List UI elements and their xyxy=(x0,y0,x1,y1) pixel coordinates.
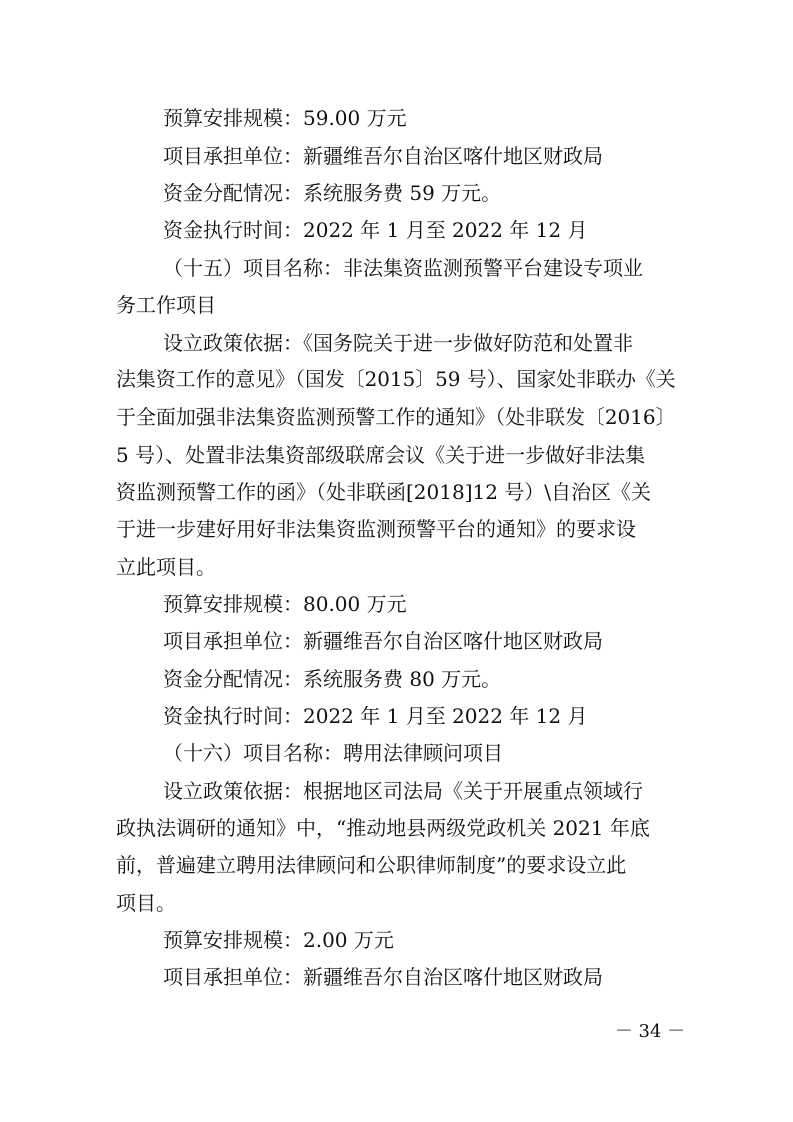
text-line: 务工作项目 xyxy=(116,293,216,317)
text-line: 于全面加强非法集资监测预警工作的通知》（处非联发〔2016〕 xyxy=(116,405,676,429)
text-line: 项目承担单位：新疆维吾尔自治区喀什地区财政局 xyxy=(163,629,603,653)
text-line: 设立政策依据：《国务院关于进一步做好防范和处置非 xyxy=(163,331,633,355)
text-line: 预算安排规模：59.00 万元 xyxy=(163,106,407,130)
text-line: 预算安排规模：80.00 万元 xyxy=(163,592,407,616)
text-line: 设立政策依据：根据地区司法局《关于开展重点领域行 xyxy=(163,779,643,803)
text-line: 于进一步建好用好非法集资监测预警平台的通知》的要求设 xyxy=(116,517,636,541)
text-line: 5 号）、处置非法集资部级联席会议《关于进一步做好非法集 xyxy=(116,443,646,467)
text-line: 前，普遍建立聘用法律顾问和公职律师制度”的要求设立此 xyxy=(116,853,627,877)
text-line: 资金执行时间：2022 年 1 月至 2022 年 12 月 xyxy=(163,704,588,728)
text-line: 资金执行时间：2022 年 1 月至 2022 年 12 月 xyxy=(163,218,588,242)
section-heading: （十五）项目名称：非法集资监测预警平台建设专项业 xyxy=(163,256,643,280)
text-line: 政执法调研的通知》中，“推动地县两级党政机关 2021 年底 xyxy=(116,816,650,840)
text-line: 法集资工作的意见》（国发〔2015〕59 号）、国家处非联办《关 xyxy=(116,368,676,391)
text-line: 资金分配情况：系统服务费 59 万元。 xyxy=(163,181,502,205)
text-line: 项目。 xyxy=(116,891,176,915)
section-heading: （十六）项目名称：聘用法律顾问项目 xyxy=(163,741,503,765)
text-line: 项目承担单位：新疆维吾尔自治区喀什地区财政局 xyxy=(163,144,603,168)
text-line: 立此项目。 xyxy=(116,555,216,579)
page-number: － 34 － xyxy=(614,1021,686,1042)
text-line: 项目承担单位：新疆维吾尔自治区喀什地区财政局 xyxy=(163,965,603,989)
text-line: 资监测预警工作的函》（处非联函[2018]12 号）\自治区《关 xyxy=(116,480,652,504)
text-line: 资金分配情况：系统服务费 80 万元。 xyxy=(163,667,502,691)
text-line: 预算安排规模：2.00 万元 xyxy=(163,928,394,952)
